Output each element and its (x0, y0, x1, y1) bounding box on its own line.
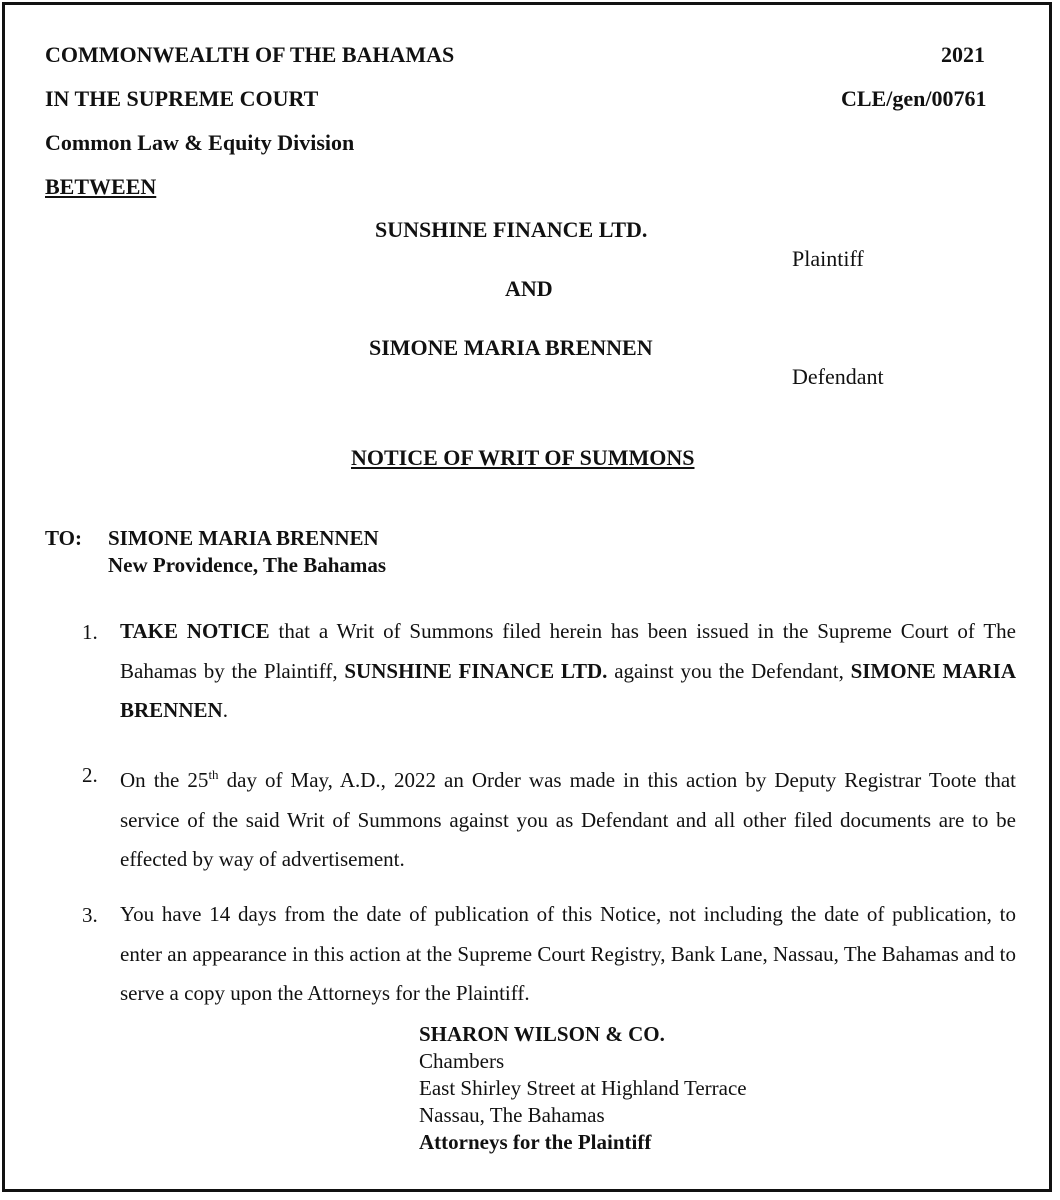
paragraph-number: 1. (82, 620, 98, 644)
case-number: CLE/gen/00761 (841, 86, 987, 111)
court-heading: IN THE SUPREME COURT (45, 86, 319, 111)
paragraph-number: 3. (82, 903, 98, 927)
division-heading: Common Law & Equity Division (45, 130, 355, 155)
firm-name: SHARON WILSON & CO. (419, 1022, 665, 1046)
between-label: BETWEEN (45, 174, 157, 199)
paragraph-3: You have 14 days from the date of publication of this Notice, not including the date of publication, to enter an appearance in this action at the Supreme Court Registry, Bank Lane, Nassau, The Bahamas and to serve a copy upon the Attorneys for the Plaintiff. (120, 902, 1016, 1005)
and-label: AND (505, 276, 553, 301)
to-label: TO: (45, 526, 82, 550)
addressee-name: SIMONE MARIA BRENNEN (108, 526, 379, 550)
firm-line-chambers: Chambers (419, 1049, 505, 1073)
jurisdiction-heading: COMMONWEALTH OF THE BAHAMAS (45, 42, 455, 67)
document-border (2, 2, 1052, 1192)
firm-role: Attorneys for the Plaintiff (419, 1130, 652, 1154)
firm-line-city: Nassau, The Bahamas (419, 1103, 605, 1127)
firm-line-street: East Shirley Street at Highland Terrace (419, 1076, 747, 1100)
paragraph-2: On the 25th day of May, A.D., 2022 an Order was made in this action by Deputy Registrar Toote that service of the said Writ of Summons against you as Defendant and all other filed documents are to be effected by way of advertisement. (120, 767, 1016, 871)
defendant-name: SIMONE MARIA BRENNEN (369, 335, 653, 360)
plaintiff-name: SUNSHINE FINANCE LTD. (375, 217, 648, 242)
case-year: 2021 (941, 42, 985, 67)
addressee-location: New Providence, The Bahamas (108, 553, 387, 577)
plaintiff-role: Plaintiff (792, 246, 864, 271)
defendant-role: Defendant (792, 364, 884, 389)
document-title: NOTICE OF WRIT OF SUMMONS (351, 445, 695, 470)
paragraph-number: 2. (82, 763, 98, 787)
paragraph-1: TAKE NOTICE that a Writ of Summons filed herein has been issued in the Supreme Court of The Bahamas by the Plaintiff, SUNSHINE FINANCE LTD. against you the Defendant, SIMONE MARIA BRENNEN. (120, 619, 1017, 722)
take-notice-lead: TAKE NOTICE (120, 619, 270, 643)
